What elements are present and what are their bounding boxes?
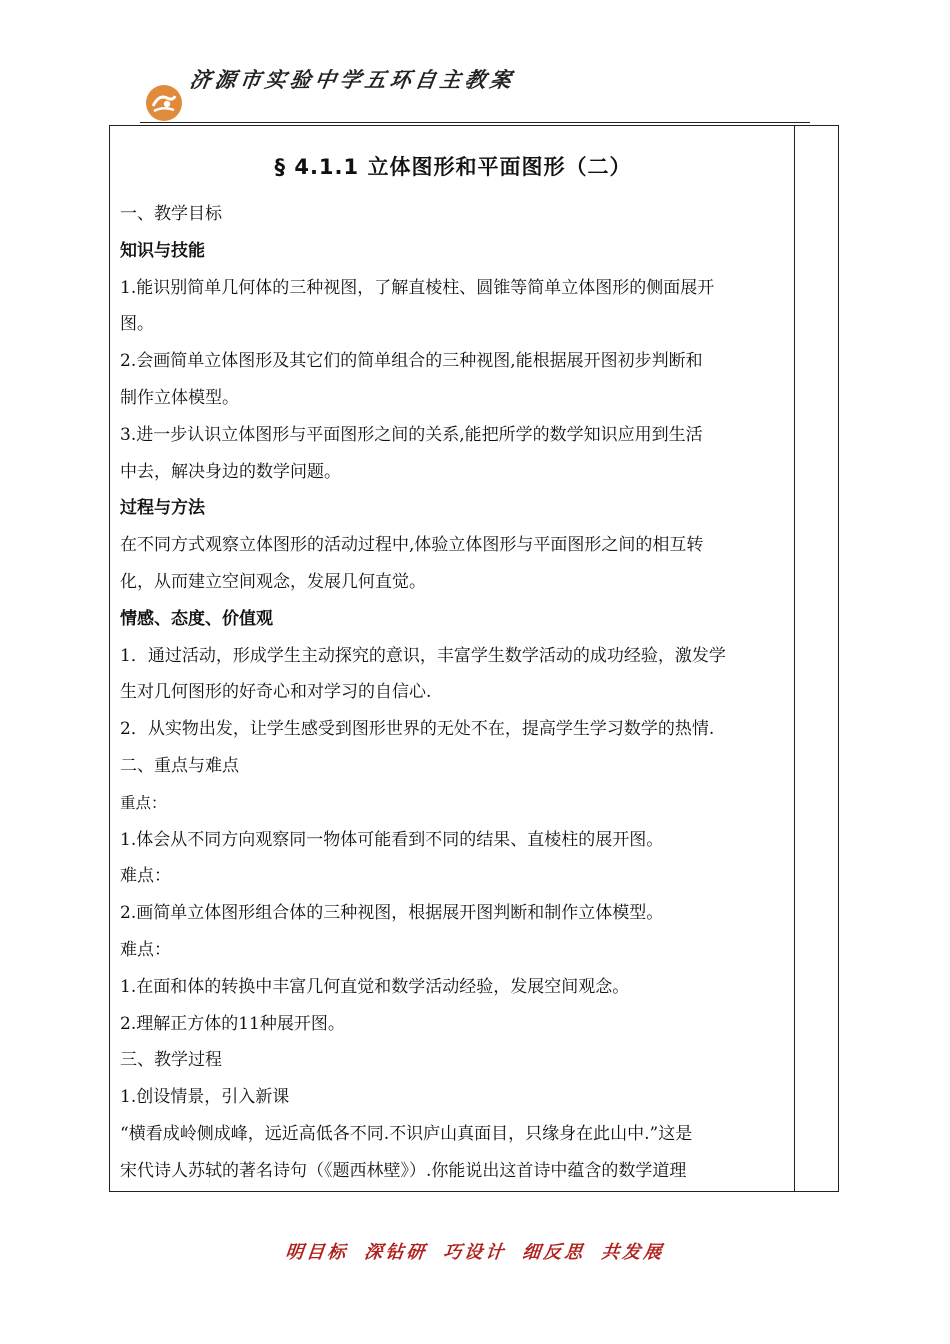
motto-item: 共发展 xyxy=(600,1242,666,1263)
lesson-title: § 4.1.1 立体图形和平面图形（二） xyxy=(274,155,632,179)
table-side-column-divider xyxy=(794,126,795,1191)
text-line: 1.在面和体的转换中丰富几何直觉和数学活动经验，发展空间观念。 xyxy=(120,976,630,997)
motto-item: 巧设计 xyxy=(442,1242,508,1263)
text-line: 3.进一步认识立体图形与平面图形之间的关系,能把所学的数学知识应用到生活 xyxy=(120,424,703,445)
footer-motto xyxy=(0,1238,950,1264)
text-line: 重点： xyxy=(120,793,167,812)
text-line: 1.体会从不同方向观察同一物体可能看到不同的结果、直棱柱的展开图。 xyxy=(120,829,664,850)
text-line: 宋代诗人苏轼的著名诗句（《题西林壁》）.你能说出这首诗中蕴含的数学道理 xyxy=(120,1160,687,1181)
motto-item: 细反思 xyxy=(521,1242,587,1263)
text-line: 一、教学目标 xyxy=(120,204,222,224)
section-heading: 情感、态度、价值观 xyxy=(120,608,273,629)
text-line: 二、重点与难点 xyxy=(120,755,239,776)
text-line: 2．从实物出发，让学生感受到图形世界的无处不在，提高学生学习数学的热情. xyxy=(120,719,715,740)
section-heading: 过程与方法 xyxy=(120,498,205,519)
text-line: 难点： xyxy=(120,866,171,887)
text-line: 生对几何图形的好奇心和对学习的自信心. xyxy=(120,682,432,703)
text-line: 1.能识别简单几何体的三种视图，了解直棱柱、圆锥等简单立体图形的侧面展开 xyxy=(120,277,715,298)
text-line: 2.会画简单立体图形及其它们的简单组合的三种视图,能根据展开图初步判断和 xyxy=(120,351,703,372)
text-line: 三、教学过程 xyxy=(120,1050,222,1071)
header-divider xyxy=(140,122,810,123)
motto-item: 明目标 xyxy=(284,1242,350,1263)
school-name: 济源市实验中学五环自主教案 xyxy=(188,67,517,92)
lesson-content xyxy=(120,126,786,1190)
lesson-lines xyxy=(120,196,786,1190)
text-line: 在不同方式观察立体图形的活动过程中,体验立体图形与平面图形之间的相互转 xyxy=(120,535,704,556)
text-line: “横看成岭侧成峰，远近高低各不同.不识庐山真面目，只缘身在此山中.”这是 xyxy=(120,1123,693,1144)
page-header xyxy=(140,64,810,130)
text-line: 图。 xyxy=(120,314,154,335)
motto-item: 深钻研 xyxy=(363,1242,429,1263)
text-line: 难点： xyxy=(120,939,171,960)
text-line: 2.理解正方体的11种展开图。 xyxy=(120,1013,345,1034)
text-line: 1．通过活动，形成学生主动探究的意识，丰富学生数学活动的成功经验，激发学 xyxy=(120,645,726,666)
school-logo-icon xyxy=(145,84,183,122)
text-line: 化，从而建立空间观念，发展几何直觉。 xyxy=(120,571,426,592)
section-heading: 知识与技能 xyxy=(120,240,205,261)
lesson-plan-table xyxy=(109,125,839,1192)
text-line: 中去，解决身边的数学问题。 xyxy=(120,461,341,482)
text-line: 2.画简单立体图形组合体的三种视图，根据展开图判断和制作立体模型。 xyxy=(120,903,664,924)
text-line: 1.创设情景，引入新课 xyxy=(120,1087,290,1108)
text-line: 制作立体模型。 xyxy=(120,387,239,408)
